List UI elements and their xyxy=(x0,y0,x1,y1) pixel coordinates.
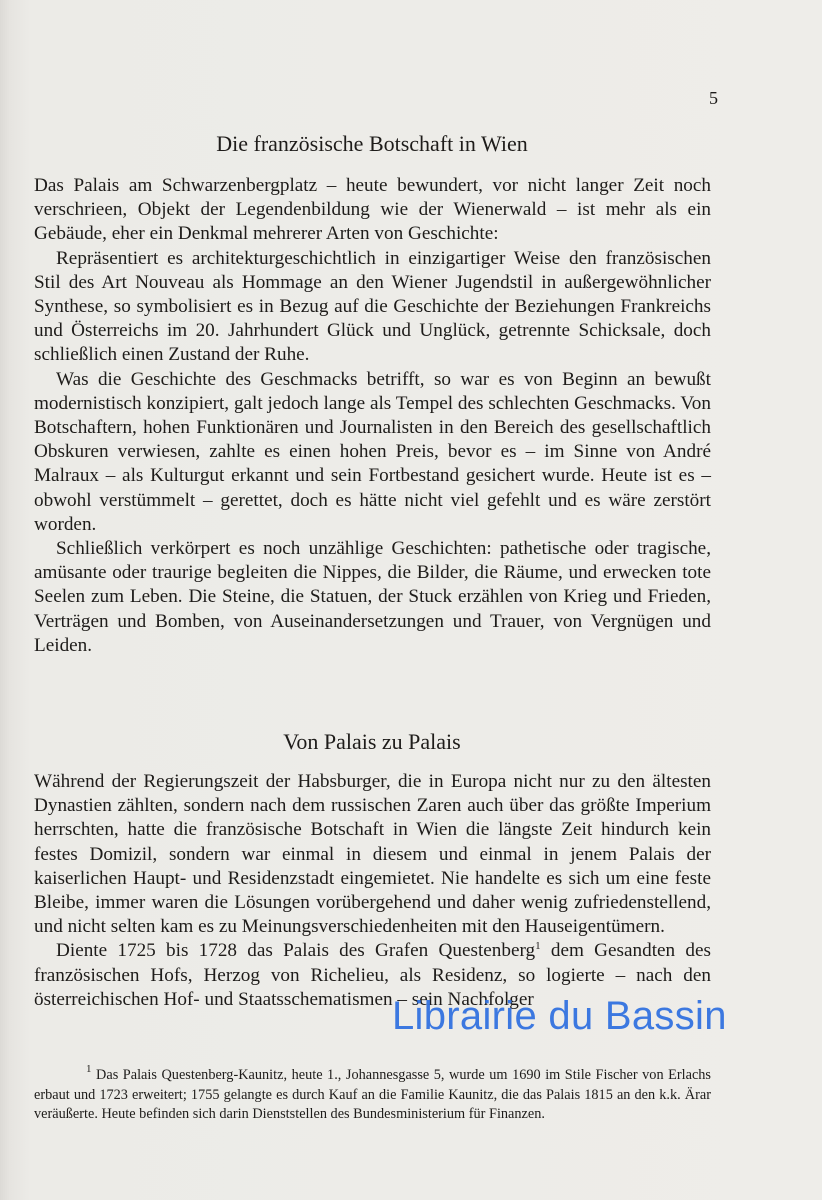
paragraph: Schließlich verkörpert es noch unzählige Geschichten: pathetische oder tragische, amüsante oder traurige begleiten die Nippes, die Bilder, die Räume, und erwecken tote Seelen zum Leben. Die Steine, die Statuen, der Stuck erzählen von Krieg und Frieden, Verträgen und Bomben, von Auseinandersetzungen und Trauer, von Vergnügen und Leiden. xyxy=(34,538,711,656)
section-heading-palais: Von Palais zu Palais xyxy=(283,729,461,754)
section-body-palais xyxy=(34,770,711,1012)
footnote-reference: 1 xyxy=(535,940,541,953)
paragraph-text: dem Gesandten des französischen Hofs, Herzog von Richelieu, als Residenz, so logierte – nach den österreichischen Hof- und Staatsschematismen – sein Nachfolger xyxy=(34,940,711,1010)
paragraph: Während der Regierungszeit der Habsburger, die in Europa nicht nur zu den ältesten Dynastien zählten, sondern nach dem russischen Zaren auch über das größte Imperium herrschten, hatte die französische Botschaft in Wien die längste Zeit hindurch kein festes Domizil, sondern war einmal in diesem und einmal in jenem Palais der kaiserlichen Haupt- und Residenzstadt eingemietet. Nie handelte es sich um eine feste Bleibe, immer waren die Lösungen vorübergehend und daher wenig zufriedenstellend, und nicht selten kam es zu Meinungsverschiedenheiten mit den Hauseigentümern. xyxy=(34,771,711,938)
section-body-botschaft xyxy=(34,174,711,658)
footnote-marker: 1 xyxy=(86,1063,92,1075)
page-number: 5 xyxy=(709,88,718,108)
section-heading-botschaft: Die französische Botschaft in Wien xyxy=(216,131,528,156)
watermark: Librairie du Bassin xyxy=(392,994,727,1038)
paragraph: Was die Geschichte des Geschmacks betrifft, so war es von Beginn an bewußt modernistisch konzipiert, galt jedoch lange als Tempel des schlechten Geschmacks. Von Botschaftern, hohen Funktionären und Journalisten in den Bereich des gesellschaftlich Obskuren verwiesen, zahlte es einen hohen Preis, bevor es – im Sinne von André Malraux – als Kulturgut erkannt und sein Fortbestand gesichert wurde. Heute ist es – obwohl verstümmelt – gerettet, doch es hätte nicht viel gefehlt und es wäre zerstört worden. xyxy=(34,368,711,535)
footnote xyxy=(34,1063,712,1125)
paragraph: Das Palais am Schwarzenbergplatz – heute bewundert, vor nicht langer Zeit noch verschrieen, Objekt der Legendenbildung wie der Wienerwald – ist mehr als ein Gebäude, eher ein Denkmal mehrerer Arten von Geschichte: xyxy=(34,175,711,245)
paragraph-text: Diente 1725 bis 1728 das Palais des Grafen Questenberg xyxy=(56,940,536,962)
paragraph: Repräsentiert es architekturgeschichtlich in einzigartiger Weise den französischen Stil des Art Nouveau als Hommage an den Wiener Jugendstil in außergewöhnlicher Synthese, so symbolisiert es in Bezug auf die Geschichte der Beziehungen Frankreichs und Österreichs im 20. Jahrhundert Glück und Unglück, getrennte Schicksale, doch schließlich einen Zustand der Ruhe. xyxy=(34,247,711,366)
footnote-text: Das Palais Questenberg-Kaunitz, heute 1., Johannesgasse 5, wurde um 1690 im Stile Fischer von Erlachs erbaut und 1723 erweitert; 1755 gelangte es durch Kauf an die Familie Kaunitz, die das Palais 1815 an den k.k. Ärar veräußerte. Heute befinden sich darin Dienststellen des Bundesministerium für Finanzen. xyxy=(34,1067,712,1122)
